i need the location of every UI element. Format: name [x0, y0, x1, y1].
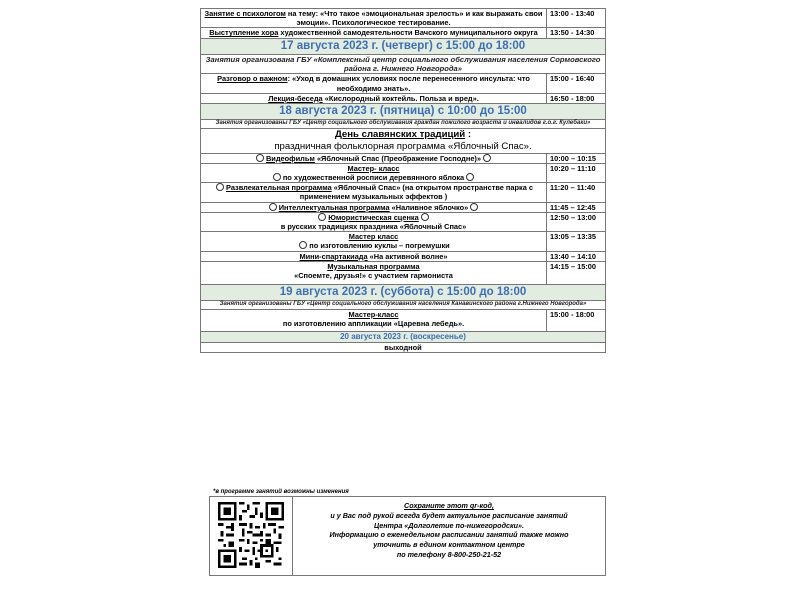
qr-info-text [293, 501, 605, 560]
apple-icon [466, 173, 474, 181]
event-description: «Яблочный Спас (Преображение Господне)» [314, 153, 482, 163]
apple-icon [256, 154, 264, 162]
table-row [201, 202, 606, 212]
event-title: Юмористическая сценка [328, 212, 419, 222]
date-header-row [201, 104, 606, 120]
apple-icon [299, 241, 307, 249]
schedule-table [200, 8, 606, 353]
event-description: «Споемте, друзья!» с участием гармониста [294, 270, 453, 280]
organizer-text: Занятия организованы ГБУ «Центр социального обслуживания граждан пожилого возраста и инвалидов г.о.г. Кулебаки» [201, 120, 606, 129]
event-time: 13:40 – 14:10 [547, 251, 606, 261]
qr-info-box [209, 496, 606, 576]
date-header-row [201, 332, 606, 343]
apple-icon [421, 213, 429, 221]
event-title: Интеллектуальная программа [278, 202, 390, 212]
date-header: 19 августа 2023 г. (суббота) с 15:00 до 18:00 [201, 285, 606, 301]
date-header: 20 августа 2023 г. (воскресенье) [201, 332, 606, 343]
event-title: Мастер-класс [348, 309, 399, 319]
table-row [201, 163, 606, 182]
event-title: Выступление хора [209, 28, 279, 38]
table-row [201, 93, 606, 103]
organizer-text: Занятия организованы ГБУ «Центр социального обслуживания населения Канавинского района г.Нижнего Новгорода» [201, 301, 606, 310]
qr-code[interactable] [218, 502, 284, 568]
event-time: 13:05 – 13:35 [547, 232, 606, 251]
apple-icon [483, 154, 491, 162]
phone-line: по телефону 8-800-250-21-52 [396, 549, 502, 559]
schedule-sheet [200, 8, 606, 353]
table-row [201, 74, 606, 93]
event-time: 10:20 – 11:10 [547, 163, 606, 182]
table-row [201, 28, 606, 38]
event-description: по изготовлению куклы – погремушки [309, 241, 450, 251]
table-row [201, 261, 606, 284]
apple-icon [318, 213, 326, 221]
apple-icon [216, 183, 224, 191]
table-row [201, 153, 606, 163]
table-row [201, 309, 606, 331]
apple-icon [269, 203, 277, 211]
event-title: Лекция-беседа [268, 93, 323, 103]
event-description: по художественной росписи деревянного яблока [282, 172, 465, 182]
date-header: 17 августа 2023 г. (четверг) с 15:00 до 18:00 [201, 38, 606, 54]
event-title: Развлекательная программа [225, 183, 332, 193]
qr-line: уточнить в едином контактном центре [373, 540, 525, 550]
event-description: в русских традициях праздника «Яблочный Спас» [280, 221, 467, 231]
changes-note: *в программе занятий возможны изменения [213, 489, 349, 495]
table-row [201, 251, 606, 261]
event-description: на тему: «Что такое «эмоциональная зрелость» и как выражать свои эмоции». Психологическое тестирование. [285, 9, 543, 28]
event-time: 13:00 - 13:40 [547, 9, 606, 28]
organizer-row [201, 301, 606, 310]
event-description: художественной самодеятельности Вачского муниципального округа [278, 28, 538, 38]
program-title-colon: : [465, 128, 472, 140]
event-time: 15:00 - 18:00 [547, 309, 606, 331]
program-title: День славянских традиций [334, 128, 466, 140]
qr-line: Сохраните этот qr-код, [404, 501, 494, 510]
organizer-text: Занятия организована ГБУ «Комплексный центр социального обслуживания населения Сормовского района г. Нижнего Новгорода» [201, 54, 606, 74]
qr-line: Информацию о еженедельном расписании занятий также можно [329, 530, 569, 540]
event-title: Разговор о важном [217, 74, 288, 84]
event-title: Мастер- класс [347, 163, 400, 173]
qr-cell [210, 497, 293, 575]
apple-icon [470, 203, 478, 211]
event-description: «На активной волне» [367, 251, 448, 261]
event-description: «Яблочный Спас» (на открытом пространстве парка с применением музыкальных эффектов ) [299, 183, 533, 202]
event-title: Мини-спартакиада [299, 251, 368, 261]
program-subtitle: праздничная фольклорная программа «Яблочный Спас». [274, 140, 532, 152]
organizer-row [201, 120, 606, 129]
event-time: 14:15 – 15:00 [547, 261, 606, 284]
event-title: Видеофильм [265, 153, 315, 163]
event-time: 10:00 – 10:15 [547, 153, 606, 163]
event-title: Музыкальная программа [327, 261, 420, 271]
event-description: «Наливное яблочко» [389, 202, 469, 212]
event-description: : «Уход в домашних условиях после перенесенного инсульта: что необходимо знать». [287, 74, 530, 93]
event-time: 12:50 – 13:00 [547, 212, 606, 231]
date-header-row [201, 38, 606, 54]
event-description: по изготовлению аппликации «Царевна лебедь». [282, 318, 465, 328]
event-time: 11:45 – 12:45 [547, 202, 606, 212]
apple-icon [273, 173, 281, 181]
event-time: 11:20 – 11:40 [547, 183, 606, 202]
table-row [201, 232, 606, 251]
event-time: 16:50 - 18:00 [547, 93, 606, 103]
date-header: 18 августа 2023 г. (пятница) с 10:00 до 15:00 [201, 104, 606, 120]
table-row [201, 212, 606, 231]
event-time: 13:50 - 14:30 [547, 28, 606, 38]
event-title: Занятие с психологом [204, 9, 286, 18]
qr-line: и у Вас под рукой всегда будет актуальное расписание занятий [330, 510, 568, 520]
date-header-row [201, 285, 606, 301]
day-off-row [201, 343, 606, 353]
table-row [201, 183, 606, 202]
event-description: «Кислородный коктейль. Польза и вред». [322, 93, 479, 103]
program-title-row [201, 128, 606, 153]
organizer-row [201, 54, 606, 74]
event-title: Мастер класс [348, 232, 399, 242]
event-time: 15:00 - 16:40 [547, 74, 606, 93]
day-off-text: выходной [201, 343, 606, 353]
qr-line: Центра «Долголетие по-нижегородски». [373, 520, 525, 530]
table-row [201, 9, 606, 28]
